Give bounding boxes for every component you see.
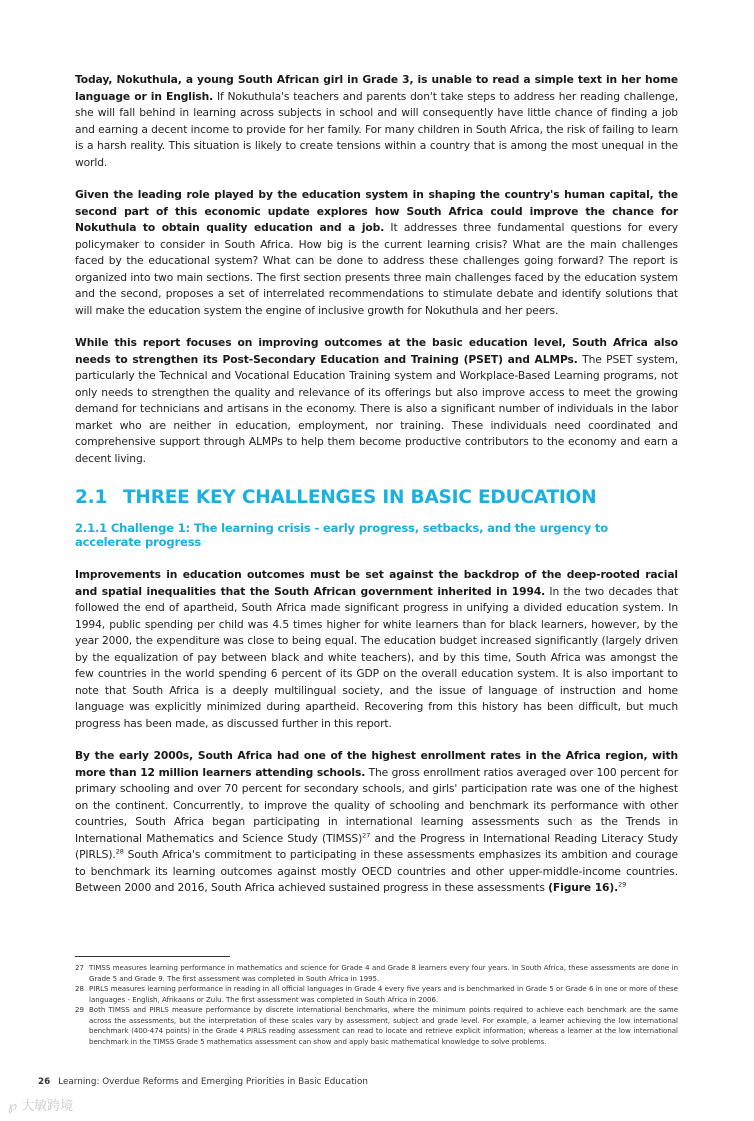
footnote-ref-28[interactable]: 28 [115,847,124,856]
footnote-item [75,963,678,984]
footnote-number: 28 [75,985,84,993]
paragraph-pset: While this report focuses on improving outcomes at the basic education level, South Africa also needs to strengthen its Post-Secondary Education and Training (PSET) and ALMPs. The PSET system, particularly the Technical and Vocational Education Training system and Workplace-Based Learning programs, not only needs to strengthen the quality and relevance of its offerings but also improve access to meet the growing demand for technicians and artisans in the economy. There is also a significant number of individuals in the labor market who are neither in education, employment, nor training. These individuals need coordinated and comprehensive support through ALMPs to help them become productive contributors to the economy and earn a decent living. [75,336,679,465]
footnote-ref-29[interactable]: 29 [618,880,627,889]
paragraph-enrollment: By the early 2000s, South Africa had one of the highest enrollment rates in the Africa region, with more than 12 million learners attending schools. The gross enrollment ratios averaged over 100 percent for primary schooling and over 70 percent for secondary schools, and girls' participation rate was one of the highest on the continent. Concurrently, to improve the quality of schooling and benchmark its performance with other countries, South Africa began participating in international learning assessments such as the Trends in International Mathematics and Science Study (TIMSS)$^{27}$ and the Progress in International Reading Literacy Study (PIRLS).$^{28}$ South Africa's commitment to participating in these assessments emphasizes its ambition and courage to benchmark its learning outcomes against mostly OECD countries and other upper-middle-income countries. Between 2000 and 2016, South Africa achieved sustained progress in these assessments (Figure 16).$^{29}$ [75,749,678,894]
footnote-text: PIRLS measures learning performance in reading in all official languages in Grade 4 every five years and is benchmarked in Grade 5 or Grade 6 in one or more of these languages - English, Afrikaans or Zulu. The first assessment was completed in South Africa in 2006. [89,985,678,1004]
page-content [75,72,678,913]
watermark-text: 大敏跨境 [21,1099,74,1114]
footnote-text: Both TIMSS and PIRLS measure performance by discrete international benchmarks, where the minimum points required to achieve each benchmark are the same across the assessments, but the interpretation of these scales vary by assessment, subject and grade level. For example, a learner achieving the low international benchmark (400-474 points) in the Grade 4 PIRLS reading assessment can read to locate and retrieve explicit information; whereas a learner at the low international benchmark in the TIMSS Grade 5 mathematics assessment can show and apply basic mathematical knowledge to solve problems. [89,1006,678,1046]
section-title: THREE KEY CHALLENGES IN BASIC EDUCATION [123,487,597,508]
footnotes [75,963,678,1047]
footnote-divider [75,956,230,957]
footnote-number: 27 [75,964,84,972]
footnote-ref-27[interactable]: 27 [362,830,371,839]
paragraph-inequalities: Improvements in education outcomes must be set against the backdrop of the deep-rooted racial and spatial inequalities that the South African government inherited in 1994. In the two decades that followed the end of apartheid, South Africa made significant progress in unifying a divided education system. In 1994, public spending per child was 4.5 times higher for white learners than for black learners, however, by the year 2000, the expenditure was close to being equal. The education budget increased significantly (largely driven by the equalization of pay between black and white teachers), and by this time, South Africa was amongst the few countries in the world spending 6 percent of its GDP on the overall education system. It is also important to note that South Africa is a deeply multilingual society, and the issue of language of instruction and home language was explicitly minimized during apartheid. Recovering from this history has been difficult, but much progress has been made, as discussed further in this report. [75,568,678,730]
watermark [8,1095,73,1114]
page-number: 26 [38,1077,51,1087]
paragraph-human-capital: Given the leading role played by the education system in shaping the country's human capital, the second part of this economic update explores how South Africa could improve the chance for Nokuthula to obtain quality education and a job. It addresses three fundamental questions for every policymaker to consider in South Africa. How big is the current learning crisis? What are the main challenges faced by the educational system? What can be done to address these challenges going forward? The report is organized into two main sections. The first section presents three main challenges faced by the education system and the second, proposes a set of interrelated recommendations to stimulate debate and identify solutions that will make the education system the engine of inclusive growth for Nokuthula and her peers. [75,188,678,317]
section-heading [75,487,678,508]
page-footer [38,1077,368,1087]
footnote-text: TIMSS measures learning performance in mathematics and science for Grade 4 and Grade 8 learners every four years. In South Africa, these assessments are done in Grade 5 and Grade 9. The first assessment was completed in South Africa in 1995. [89,964,678,983]
watermark-icon: ℘ [8,1099,18,1114]
section-number: 2.1 [75,487,108,508]
footnote-item [75,1005,678,1047]
paragraph-nokuthula: Today, Nokuthula, a young South African girl in Grade 3, is unable to read a simple text in her home language or in English. If Nokuthula's teachers and parents don't take steps to address her reading challenge, she will fall behind in learning across subjects in school and will consequently have little chance of finding a job and earning a decent income to provide for her family. For many children in South Africa, the risk of failing to learn is a harsh reality. This situation is likely to create tensions within a country that is among the most unequal in the world. [75,73,678,169]
subsection-heading: 2.1.1 Challenge 1: The learning crisis - early progress, setbacks, and the urgency to accelerate progress [75,521,609,549]
footnote-item [75,984,678,1005]
running-title: Learning: Overdue Reforms and Emerging Priorities in Basic Education [58,1077,368,1087]
footnote-number: 29 [75,1006,84,1014]
figure-reference[interactable]: (Figure 16). [548,881,619,894]
